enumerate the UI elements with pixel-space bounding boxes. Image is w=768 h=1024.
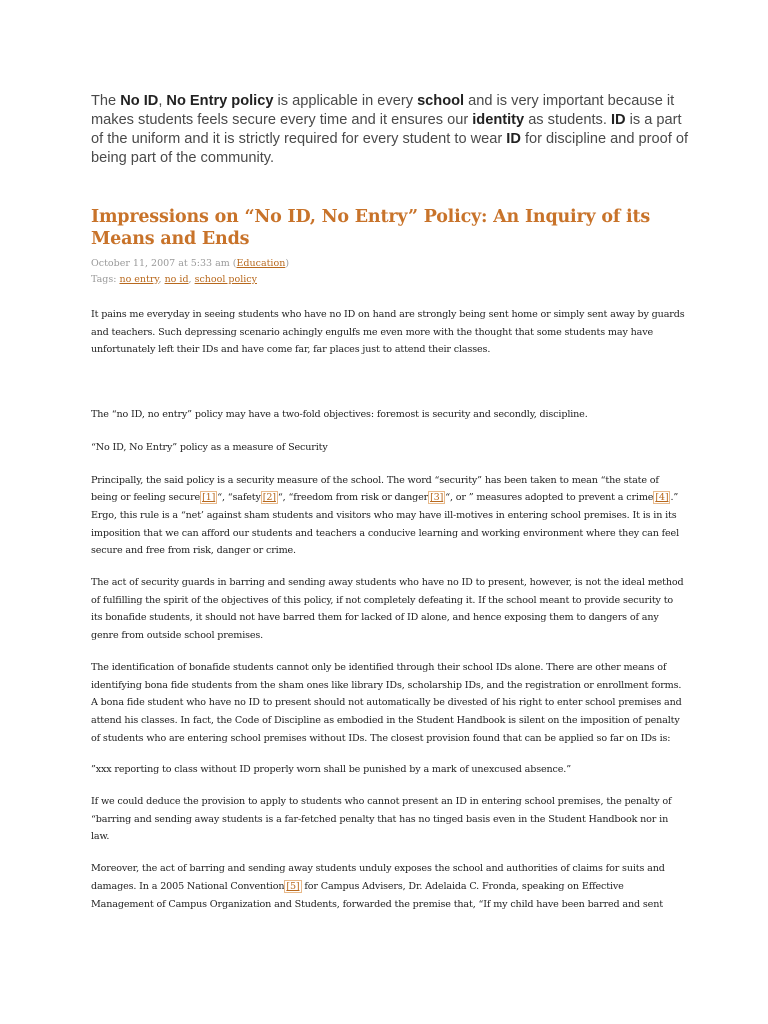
intro-text: for discipline and proof of being part of the community. [91, 131, 689, 166]
footnote-link-1[interactable]: [1] [202, 492, 216, 504]
paragraph [91, 472, 686, 561]
paragraph-text: Moreover, the act of barring and sending away students unduly exposes the school and authorities of claims for suits and damages. In a 2005 National Convention [91, 863, 665, 892]
intro-text: as students. [524, 112, 611, 128]
tags-label: Tags: [91, 274, 120, 285]
quote: ”xxx reporting to class without ID properly worn shall be punished by a mark of unexcused absence.” [91, 764, 571, 776]
footnote-link-3[interactable]: [3] [430, 492, 444, 504]
category-link[interactable]: Education [236, 258, 286, 269]
section-heading: “No ID, No Entry” policy as a measure of Security [91, 441, 328, 453]
tag-link-no-id[interactable]: no id [164, 274, 189, 285]
paragraph: The act of security guards in barring and sending away students who have no ID to present, however, is not the ideal method of fulfilling the spirit of the objectives of this policy, if not completely defeating it. If the school meant to provide security to its bonafide students, it should not have barred them for lacked of ID alone, and hence exposing them to dangers of any genre from outside school premises. [91, 577, 684, 642]
post-tags: Tags: no entry, no id, school policy [91, 274, 257, 285]
intro-text: The [91, 93, 121, 109]
intro-keyword: ID [610, 112, 626, 128]
intro-keyword: ID [506, 131, 521, 147]
intro-text: and is very important because it makes students feels secure every time and it ensures our [91, 93, 675, 128]
footnote-link-5[interactable]: [5] [286, 880, 300, 892]
paragraph-text: “, or ” measures adopted to prevent a crime [445, 492, 654, 504]
paragraph-text: for Campus Advisers, Dr. Adelaida C. Fronda, speaking on Effective Management of Campus Organization and Students, forwarded the premise that, “If my child have been barred and sent [91, 880, 663, 910]
post-body [91, 306, 686, 913]
paragraph [91, 860, 686, 913]
paragraph: It pains me everyday in seeing students who have no ID on hand are strongly being sent home or simply sent away by guards and teachers. Such depressing scenario achingly engulfs me even more with the thought that some students may have unfortunately left their IDs and have come far, far places just to attend their classes. [91, 309, 685, 356]
paragraph: If we could deduce the provision to apply to students who cannot present an ID in entering school premises, the penalty of “barring and sending away students is a far-fetched penalty that has no tinged basis even in the Student Handbook nor in law. [91, 796, 672, 843]
footnote-link-2[interactable]: [2] [262, 492, 276, 504]
post-date: October 11, 2007 at 5:33 am [91, 258, 230, 269]
intro-keyword: No Entry policy [166, 93, 274, 109]
paragraph-text: “, “safety [217, 492, 261, 504]
paragraph: The “no ID, no entry” policy may have a two-fold objectives: foremost is security and secondly, discipline. [91, 409, 588, 421]
post-meta: October 11, 2007 at 5:33 am (Education) [91, 258, 290, 269]
intro-text: , [158, 93, 167, 109]
tag-link-no-entry[interactable]: no entry [119, 274, 159, 285]
intro-text: is applicable in every [273, 93, 418, 109]
blog-post [91, 206, 686, 913]
paragraph-text: Principally, the said policy is a security measure of the school. The word “security” has been taken to mean “the state of being or feeling secure [91, 474, 659, 504]
intro-keyword: school [417, 93, 465, 109]
paragraph: The identification of bonafide students cannot only be identified through their school IDs alone. There are other means of identifying bona fide students from the sham ones like library IDs, scholarship IDs, and the registration or enrollment forms. A bona fide student who have no ID to present should not automatically be divested of his right to enter school premises and attend his classes. In fact, the Code of Discipline as embodied in the Student Handbook is silent on the imposition of penalty of students who are entering school premises without IDs. The closest provision found that can be applied so far on IDs is: [91, 661, 682, 744]
intro-summary [91, 92, 691, 168]
intro-keyword: identity [472, 112, 525, 128]
intro-keyword: No ID [120, 93, 159, 109]
intro-text: is a part of the uniform and it is strictly required for every student to wear [91, 112, 682, 147]
post-title: Impressions on “No ID, No Entry” Policy: An Inquiry of its Means and Ends [91, 207, 651, 249]
tag-link-school-policy[interactable]: school policy [194, 274, 257, 285]
paragraph-text: “, “freedom from risk or danger [277, 492, 429, 504]
footnote-link-4[interactable]: [4] [655, 492, 669, 504]
paragraph-text: .” Ergo, this rule is a “net’ against sham students and visitors who may have ill-motives in entering school premises. It is in its imposition that we can afford our students and teachers a conducive learning and working environment where they can feel secure and free from risk, danger or crime. [91, 492, 679, 557]
